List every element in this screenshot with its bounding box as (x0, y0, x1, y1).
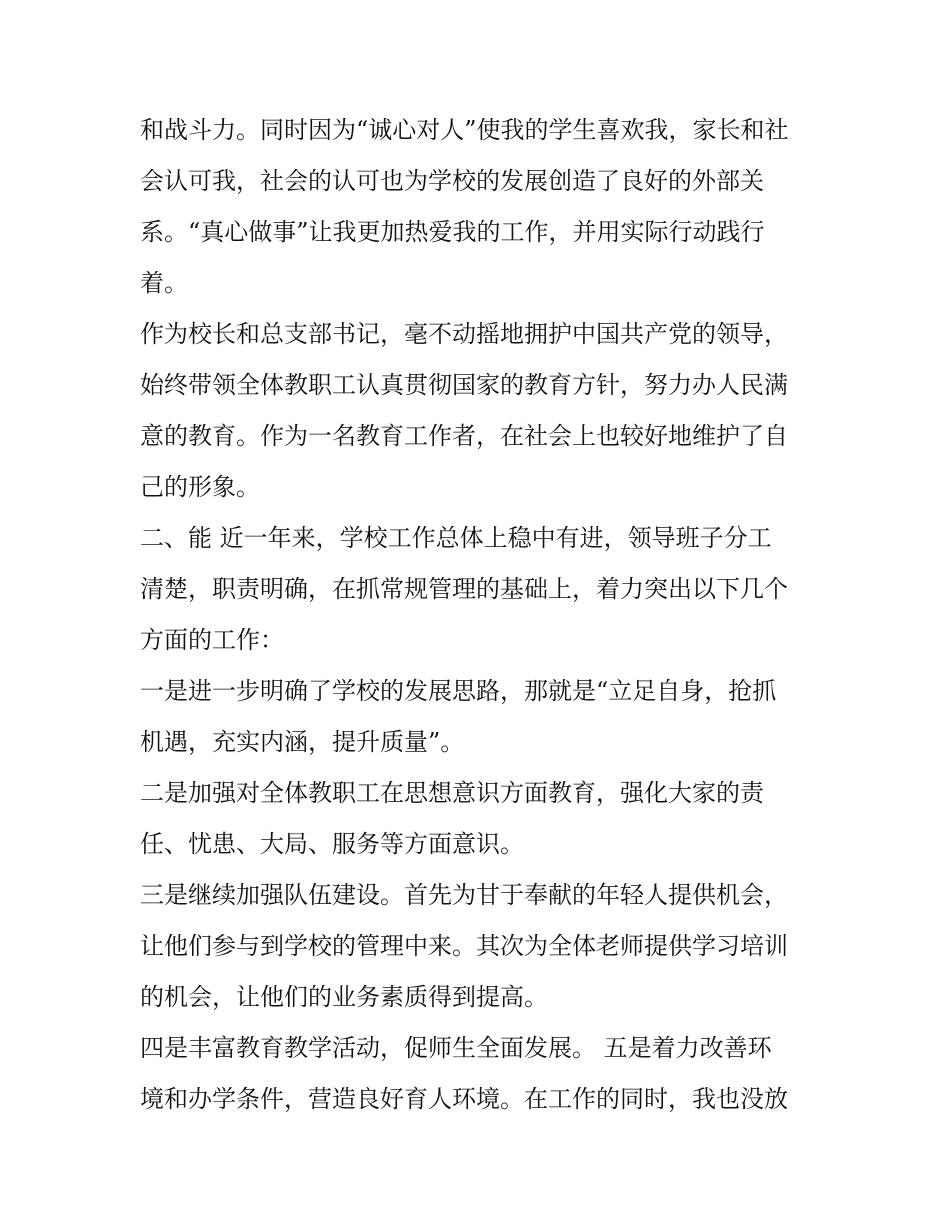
text-line: 机遇，充实内涵，提升质量”。 (140, 728, 465, 756)
text-line: 始终带领全体教职工认真贯彻国家的教育方针，努力办人民满 (140, 371, 788, 399)
text-line: 己的形象。 (140, 473, 260, 501)
text-line: 意的教育。作为一名教育工作者，在社会上也较好地维护了自 (140, 422, 788, 450)
text-line: 方面的工作： (140, 626, 284, 654)
text-line: 一是进一步明确了学校的发展思路，那就是“立足自身，抢抓 (140, 677, 777, 705)
text-line: 二是加强对全体教职工在思想意识方面教育，强化大家的责 (140, 779, 764, 807)
text-line: 会认可我，社会的认可也为学校的发展创造了良好的外部关 (140, 167, 764, 195)
text-line: 境和办学条件，营造良好育人环境。在工作的同时，我也没放 (140, 1085, 788, 1113)
text-line: 着。 (140, 269, 188, 297)
text-line: 和战斗力。同时因为“诚心对人”使我的学生喜欢我，家长和社 (140, 116, 789, 144)
text-line: 的机会，让他们的业务素质得到提高。 (140, 983, 548, 1011)
text-line: 四是丰富教育教学活动，促师生全面发展。 五是着力改善环 (140, 1034, 772, 1062)
text-line: 作为校长和总支部书记，毫不动摇地拥护中国共产党的领导， (140, 320, 788, 348)
text-line: 任、忧患、大局、服务等方面意识。 (140, 830, 524, 858)
text-line: 让他们参与到学校的管理中来。其次为全体老师提供学习培训 (140, 932, 788, 960)
text-line: 三是继续加强队伍建设。首先为甘于奉献的年轻人提供机会， (140, 881, 788, 909)
text-line: 清楚，职责明确，在抓常规管理的基础上，着力突出以下几个 (140, 575, 788, 603)
text-line: 系。“真心做事”让我更加热爱我的工作，并用实际行动践行 (140, 218, 765, 246)
document-page (140, 105, 830, 1125)
text-line: 二、能 近一年来，学校工作总体上稳中有进，领导班子分工 (140, 524, 772, 552)
